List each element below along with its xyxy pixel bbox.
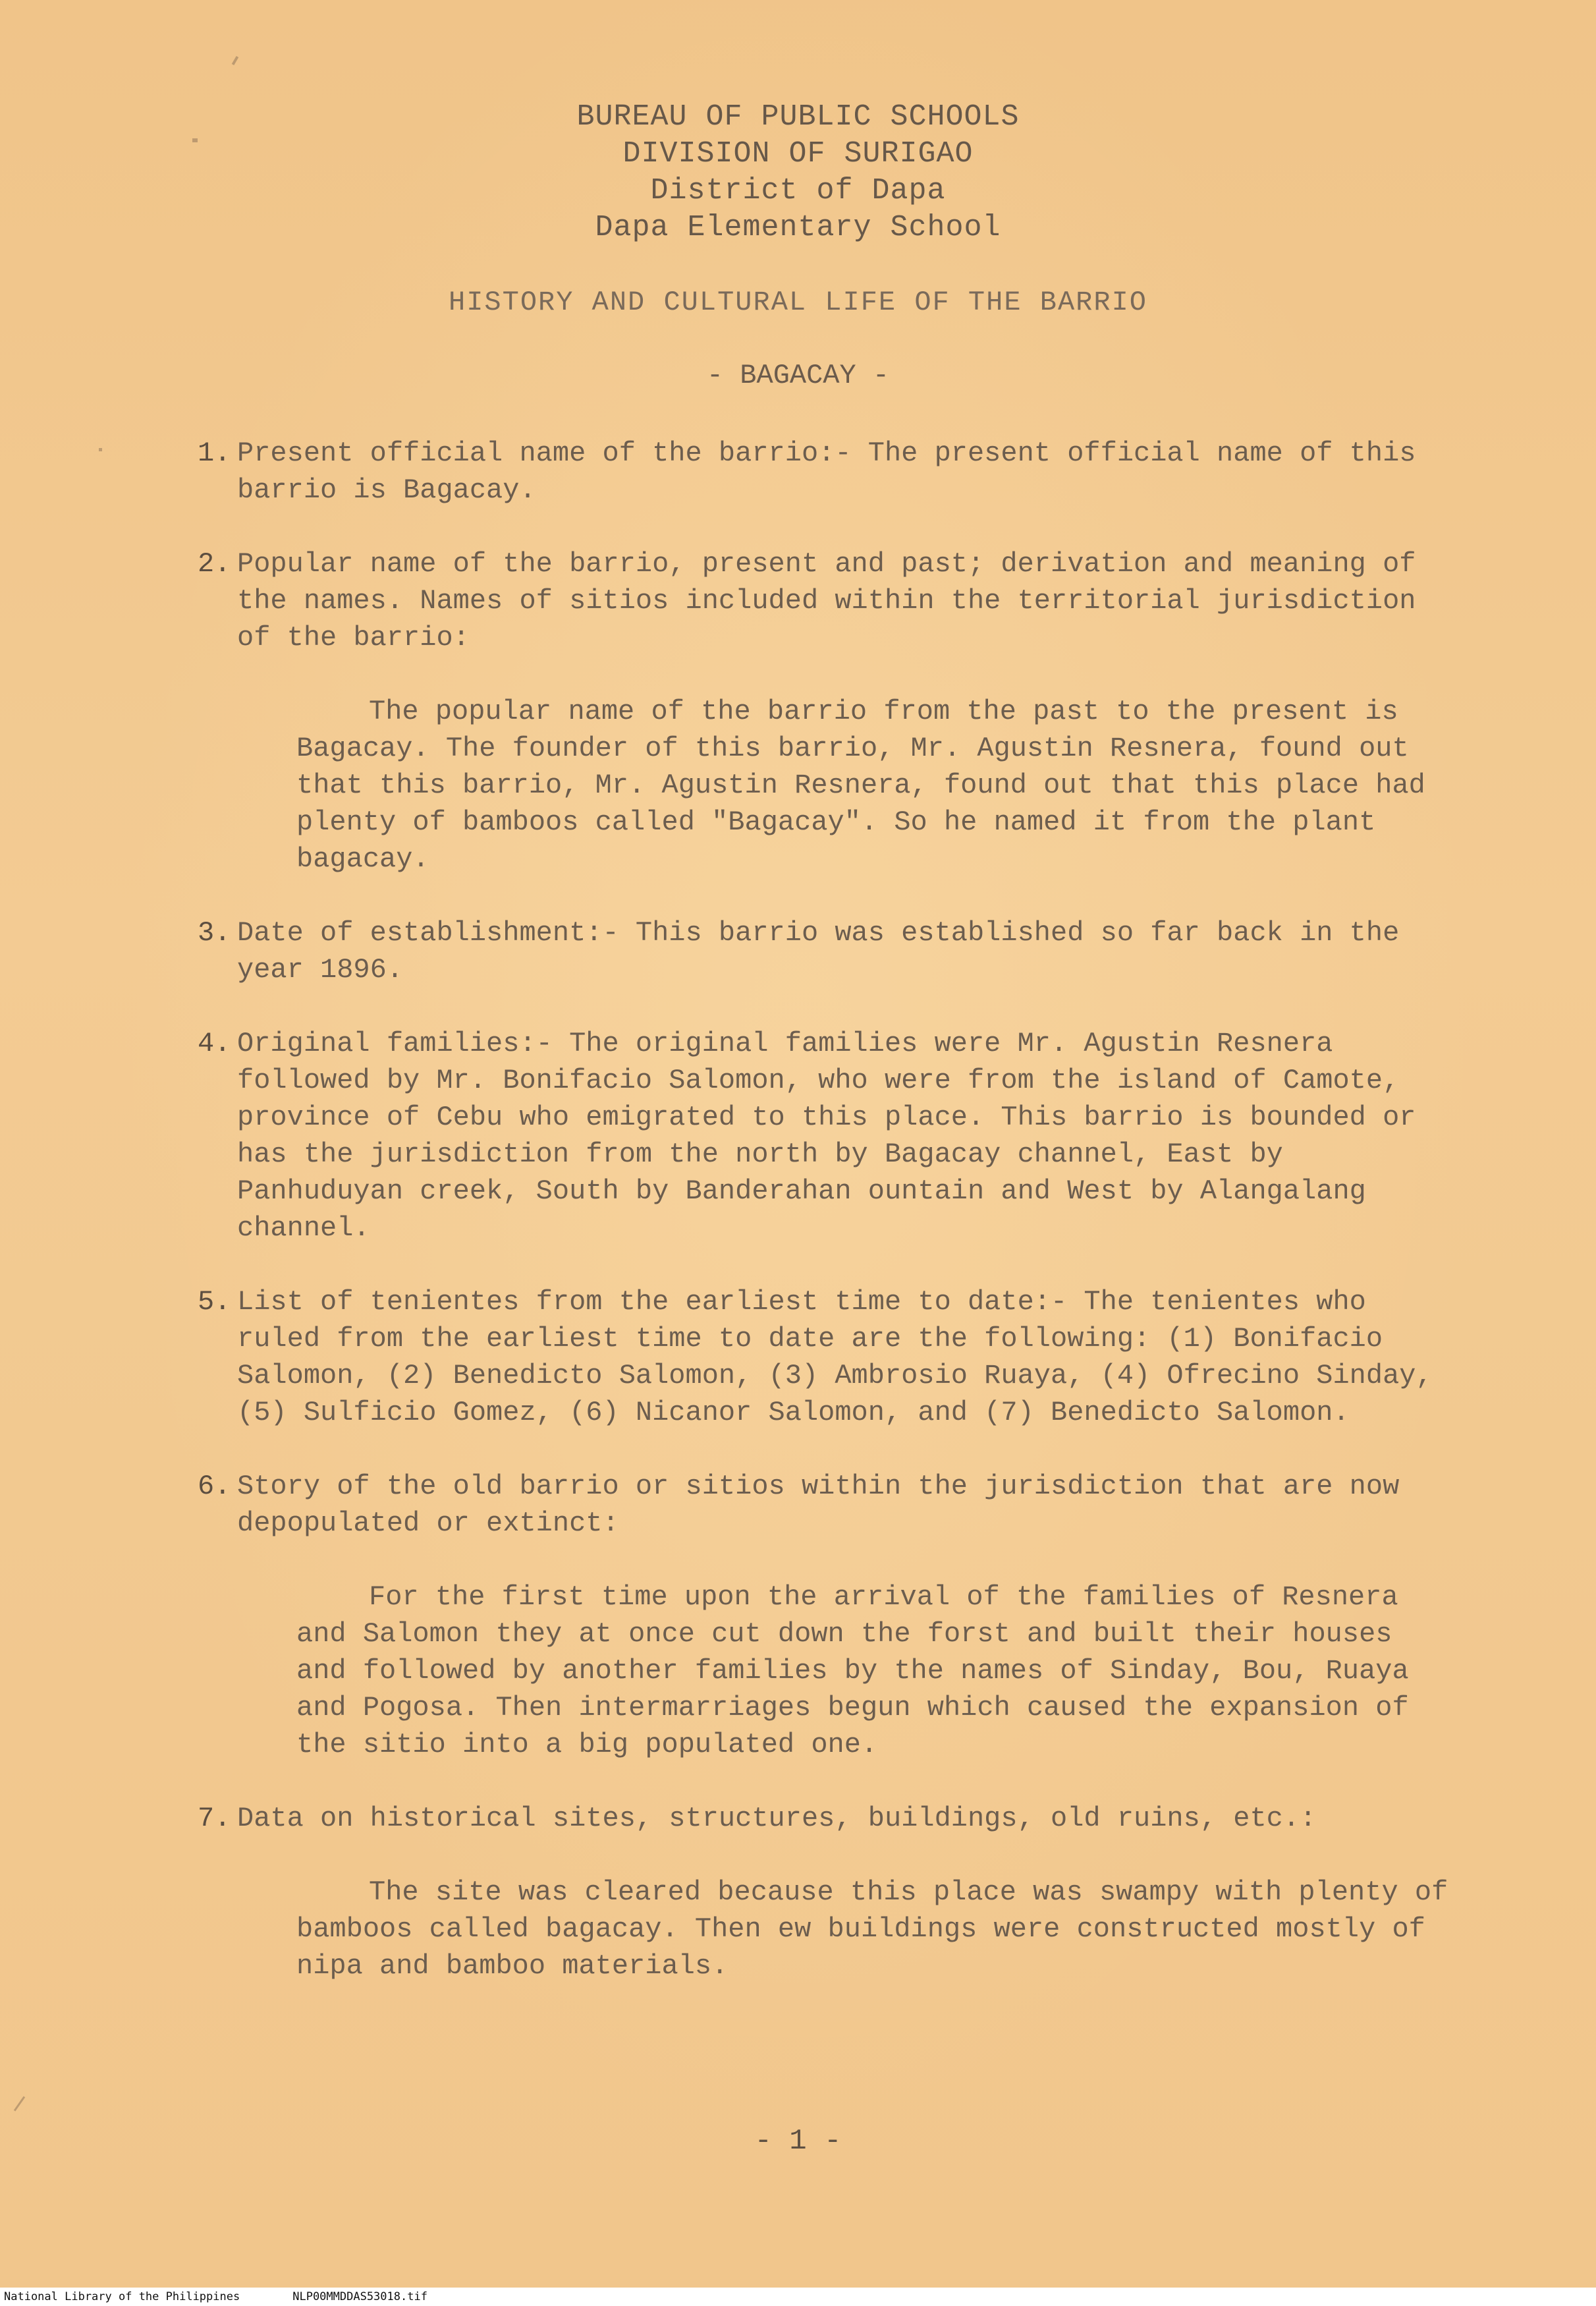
item-question: Date of establishment:- This barrio was established so far back in the year 1896. [237, 917, 1400, 986]
footer-library: National Library of the Philippines [4, 2290, 240, 2303]
document-body [198, 435, 1449, 2021]
item-number: 2. [198, 548, 231, 580]
item-question: Story of the old barrio or sitios within the jurisdiction that are now depopulated or extinct: [237, 1471, 1400, 1539]
header-school: Dapa Elementary School [595, 211, 1001, 244]
item-number: 5. [198, 1286, 231, 1318]
item-2 [198, 546, 1449, 878]
item-number: 1. [198, 437, 231, 469]
item-number: 6. [198, 1471, 231, 1502]
item-1 [198, 435, 1449, 509]
document-title: HISTORY AND CULTURAL LIFE OF THE BARRIO [449, 287, 1147, 318]
barrio-name: - BAGACAY - [706, 360, 890, 391]
item-answer: The popular name of the barrio from the past to the present is Bagacay. The founder of this barrio, Mr. Agustin Resnera, found out that this barrio, Mr. Agustin Resnera, found out that this place had plenty of bamboos called "Bagacay". So he named it from the plant bagacay. [296, 696, 1425, 875]
scan-footer [0, 2288, 1596, 2306]
footer-filename: NLP00MMDDAS53018.tif [292, 2290, 427, 2303]
item-4 [198, 1025, 1449, 1247]
item-question: List of tenientes from the earliest time to date:- The tenientes who ruled from the earliest time to date are the following: (1) Bonifacio Salomon, (2) Benedicto Salomon, (3) Ambrosio Ruaya, (4) Ofrecino Sinday, (5) Sulficio Gomez, (6) Nicanor Salomon, and (7) Benedicto Salomon. [237, 1286, 1433, 1428]
item-number: 7. [198, 1803, 231, 1834]
item-question: Data on historical sites, structures, buildings, old ruins, etc.: [237, 1803, 1317, 1834]
item-number: 4. [198, 1028, 231, 1059]
page-number: - 1 - [754, 2125, 842, 2158]
ink-mark [99, 448, 102, 451]
item-3 [198, 914, 1449, 988]
ink-mark [232, 56, 238, 65]
header-district: District of Dapa [650, 174, 946, 208]
item-5 [198, 1283, 1449, 1431]
item-6 [198, 1468, 1449, 1763]
document-header [0, 99, 1596, 246]
item-answer: The site was cleared because this place was swampy with plenty of bamboos called bagacay. Then ew buildings were constructed mostly of nipa and bamboo materials. [296, 1876, 1448, 1982]
item-question: Original families:- The original families were Mr. Agustin Resnera followed by Mr. Bonifacio Salomon, who were from the island of Camote, province of Cebu who emigrated to this place. This barrio is bounded or has the jurisdiction from the north by Bagacay channel, East by Panhuduyan creek, South by Banderahan ountain and West by Alangalang channel. [237, 1028, 1416, 1244]
header-division: DIVISION OF SURIGAO [622, 137, 974, 171]
ink-mark [14, 2096, 25, 2111]
header-bureau: BUREAU OF PUBLIC SCHOOLS [576, 100, 1020, 134]
item-answer: For the first time upon the arrival of the families of Resnera and Salomon they at once cut down the forst and built their houses and followed by another families by the names of Sinday, Bou, Ruaya and Pogosa. Then intermarriages begun which caused the expansion of the sitio into a big populated one. [296, 1581, 1409, 1760]
item-question: Popular name of the barrio, present and past; derivation and meaning of the names. Names of sitios included within the territorial jurisdiction of the barrio: [237, 548, 1416, 654]
item-question: Present official name of the barrio:- The present official name of this barrio is Bagacay. [237, 437, 1416, 506]
item-number: 3. [198, 917, 231, 949]
item-7 [198, 1800, 1449, 1984]
